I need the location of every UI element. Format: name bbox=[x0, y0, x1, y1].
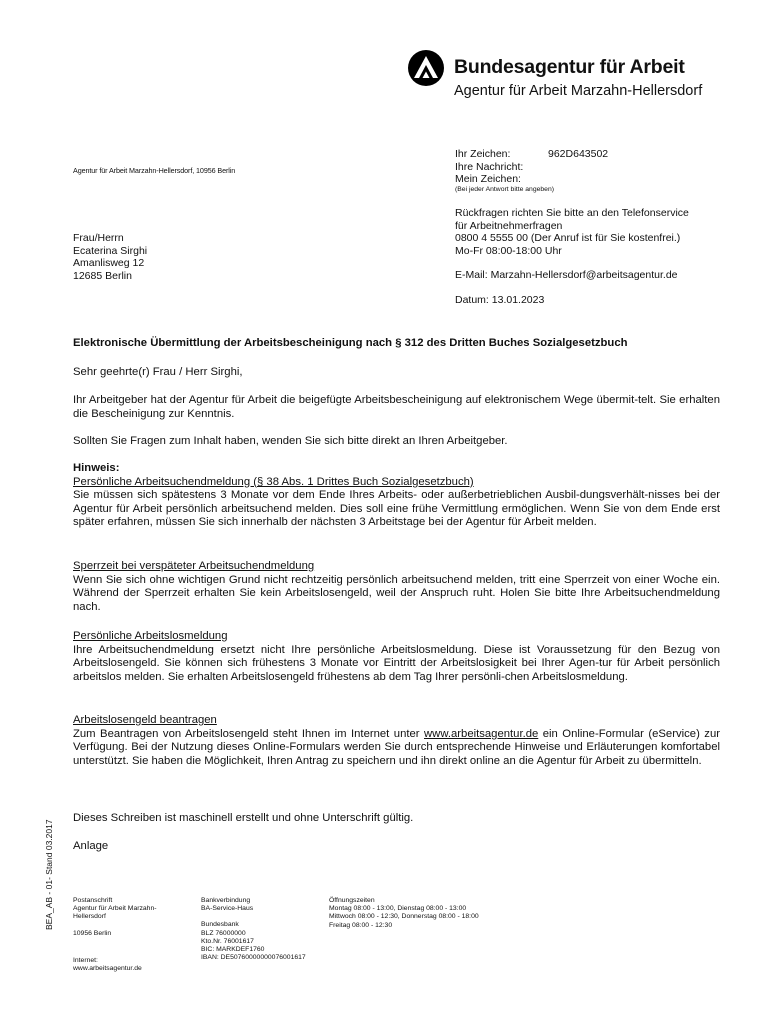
footer-hours bbox=[329, 897, 479, 930]
hinweis-heading: Hinweis: bbox=[73, 462, 120, 474]
bank-line: BIC: MARKDEF1760 bbox=[201, 946, 265, 954]
bank-line: BA-Service-Haus bbox=[201, 905, 254, 913]
letter-subject: Elektronische Übermittlung der Arbeitsbescheinigung nach § 312 des Dritten Buches Sozialgesetzbuch bbox=[73, 337, 628, 349]
hours-label: Öffnungszeiten bbox=[329, 897, 375, 904]
letterhead bbox=[408, 50, 748, 100]
section-3 bbox=[73, 630, 720, 684]
arbeitsagentur-link[interactable]: www.arbeitsagentur.de bbox=[424, 727, 539, 740]
letter-date: Datum: 13.01.2023 bbox=[455, 294, 545, 306]
section-hinweis bbox=[73, 462, 720, 530]
section-1-text: Sie müssen sich spätestens 3 Monate vor dem Ende Ihres Arbeits- oder außerbetrieblichen Ausbil-dungsverhält-nisses bei der Agentur für Arbeit persönlich arbeitsuchend melden. Dies soll eine frühe Vermittlung ermöglichen. Wenn Sie von dem Ende erst später erfahren, müssen Sie sich innerhalb der nächsten 3 Arbeitstage bei der Agentur für Arbeit melden. bbox=[73, 489, 720, 529]
ihr-zeichen-value: 962D643502 bbox=[548, 148, 609, 160]
section-4 bbox=[73, 714, 720, 768]
closing-note: Dieses Schreiben ist maschinell erstellt und ohne Unterschrift gültig. bbox=[73, 812, 414, 824]
section-2 bbox=[73, 560, 720, 614]
section-1-heading: Persönliche Arbeitsuchendmeldung (§ 38 Abs. 1 Drittes Buch Sozialgesetzbuch) bbox=[73, 475, 474, 488]
greeting: Sehr geehrte(r) Frau / Herr Sirghi, bbox=[73, 366, 243, 378]
reference-note: (Bei jeder Antwort bitte angeben) bbox=[455, 185, 554, 193]
ba-logo-icon bbox=[408, 50, 444, 86]
recipient-street: Amanlisweg 12 bbox=[73, 257, 145, 269]
internet-label: Internet: bbox=[73, 957, 98, 964]
ihr-zeichen-label: Ihr Zeichen: bbox=[455, 148, 511, 160]
contact-email: E-Mail: Marzahn-Hellersdorf@arbeitsagentur.de bbox=[455, 269, 678, 281]
recipient-name: Ecaterina Sirghi bbox=[73, 244, 148, 257]
mein-zeichen-label: Mein Zeichen: bbox=[455, 173, 521, 185]
section-4-text-after: ein Online-Formular (eService) zur Verfügung. Bei der Nutzung dieses Online-Formulars werden Sie durch entsprechende Hinweise und Erläuterungen komfortabel unterstützt. Sie haben die Möglichkeit, Ihren Antrag zu speichern und ihn direkt online an die Agentur für Arbeit zu übermitteln. bbox=[73, 727, 720, 767]
form-id-side-note: BEA_AB - 01- Stand 03.2017 bbox=[44, 819, 54, 930]
office-name: Agentur für Arbeit Marzahn-Hellersdorf bbox=[454, 83, 703, 99]
bank-label: Bankverbindung bbox=[201, 897, 251, 904]
recipient-address bbox=[73, 232, 147, 282]
hours-line: Mittwoch 08:00 - 12:30, Donnerstag 08:00 - 18:00 bbox=[329, 913, 479, 921]
postanschrift-line: Hellersdorf bbox=[73, 913, 106, 921]
postanschrift-city: 10956 Berlin bbox=[73, 929, 112, 937]
bank-line: IBAN: DE50760000000076001617 bbox=[201, 954, 306, 962]
bank-line: Kto.Nr. 76001617 bbox=[201, 937, 254, 945]
org-name: Bundesagentur für Arbeit bbox=[454, 56, 685, 78]
bank-line: BLZ 76000000 bbox=[201, 929, 246, 937]
paragraph-1: Ihr Arbeitgeber hat der Agentur für Arbeit die beigefügte Arbeitsbescheinigung auf elektronischem Wege übermit-telt. Sie erhalten die Bescheinigung zur Kenntnis. bbox=[73, 394, 720, 420]
contact-block bbox=[455, 207, 755, 257]
paragraph-2: Sollten Sie Fragen zum Inhalt haben, wenden Sie sich bitte direkt an Ihren Arbeitgeber. bbox=[73, 435, 508, 447]
footer-bank bbox=[201, 897, 306, 962]
section-3-heading: Persönliche Arbeitslosmeldung bbox=[73, 630, 228, 642]
section-4-text bbox=[73, 728, 720, 769]
section-2-text: Wenn Sie sich ohne wichtigen Grund nicht rechtzeitig persönlich arbeitsuchend melden, tritt eine Sperrzeit von einer Woche ein. Während der Sperrzeit erhalten Sie kein Arbeitslosengeld, weil der Anspruch ruht. Holen Sie bitte Ihre Arbeitsuchendmeldung nach. bbox=[73, 573, 720, 613]
bank-line: Bundesbank bbox=[201, 921, 239, 929]
sender-line: Agentur für Arbeit Marzahn-Hellersdorf, 10956 Berlin bbox=[73, 166, 236, 175]
footer-internet bbox=[73, 957, 142, 973]
section-4-heading: Arbeitslosengeld beantragen bbox=[73, 714, 217, 726]
contact-line-2: für Arbeitnehmerfragen bbox=[455, 219, 563, 232]
ihre-nachricht-label: Ihre Nachricht: bbox=[455, 160, 524, 173]
footer-postanschrift bbox=[73, 897, 157, 938]
hours-line: Freitag 08:00 - 12:30 bbox=[329, 921, 393, 929]
contact-phone: 0800 4 5555 00 (Der Anruf ist für Sie kostenfrei.) bbox=[455, 232, 681, 244]
section-2-heading: Sperrzeit bei verspäteter Arbeitsuchendmeldung bbox=[73, 560, 315, 572]
internet-link[interactable]: www.arbeitsagentur.de bbox=[73, 965, 142, 973]
section-3-text: Ihre Arbeitsuchendmeldung ersetzt nicht Ihre persönliche Arbeitslosmeldung. Diese ist Voraussetzung für den Bezug von Arbeitslosengeld. Sie können sich frühestens 3 Monate vor Eintritt der Arbeitslosigkeit bei Ihrer Agen-tur für Arbeit persönlich arbeitslos melden. Sie erhalten Arbeitslosengeld frühestens ab dem Tag Ihrer persönli-chen Arbeitslosmeldung. bbox=[73, 643, 720, 683]
anlage: Anlage bbox=[73, 840, 109, 852]
contact-hours: Mo-Fr 08:00-18:00 Uhr bbox=[455, 244, 562, 257]
postanschrift-line: Agentur für Arbeit Marzahn- bbox=[73, 905, 157, 913]
reference-block bbox=[455, 148, 755, 194]
postanschrift-label: Postanschrift bbox=[73, 897, 113, 904]
recipient-city: 12685 Berlin bbox=[73, 269, 132, 282]
hours-line: Montag 08:00 - 13:00, Dienstag 08:00 - 13:00 bbox=[329, 905, 467, 913]
contact-line-1: Rückfragen richten Sie bitte an den Telefonservice bbox=[455, 207, 689, 219]
recipient-salutation: Frau/Herrn bbox=[73, 232, 124, 244]
section-4-text-before: Zum Beantragen von Arbeitslosengeld steht Ihnen im Internet unter bbox=[73, 727, 424, 740]
